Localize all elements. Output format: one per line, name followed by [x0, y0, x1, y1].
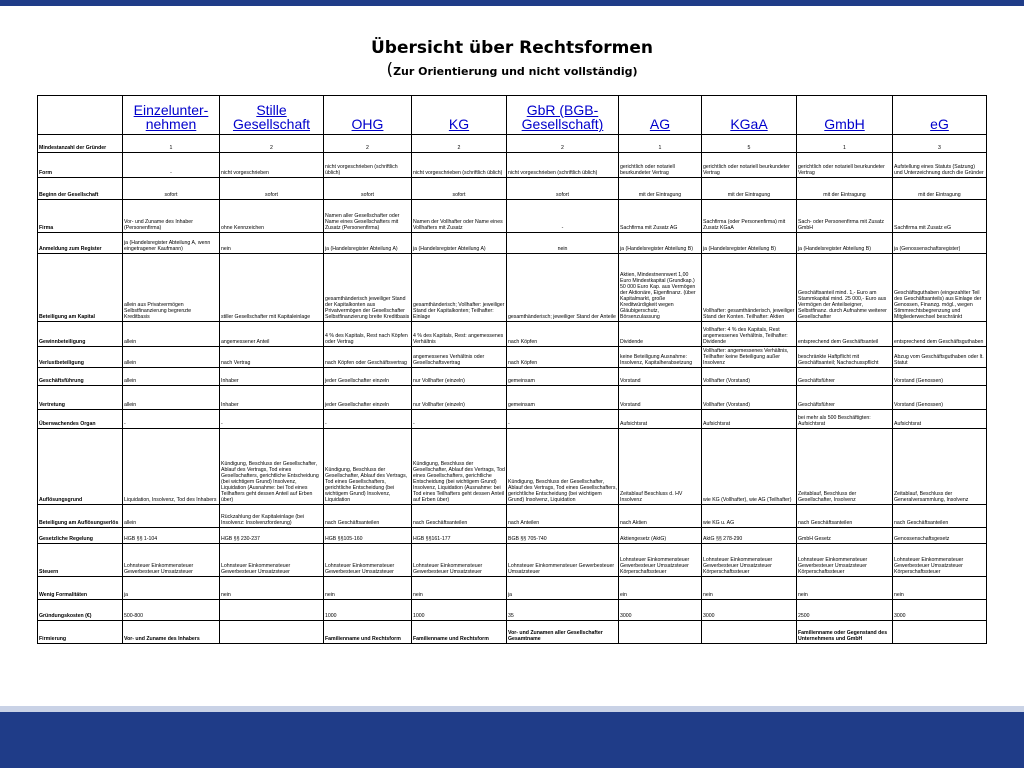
cell: mit der Eintragung [893, 178, 987, 200]
cell: Aufsichtsrat [702, 410, 797, 429]
cell: Inhaber [220, 368, 324, 386]
row-vertretung [38, 386, 987, 410]
row-geschaeftsfuehrung [38, 368, 987, 386]
cell: 2500 [797, 600, 893, 621]
cell: 2 [324, 135, 412, 153]
row-label: Vertretung [38, 386, 123, 410]
cell: Zeitablauf Beschluss d. HV Insolvenz [619, 429, 702, 505]
cell: Inhaber [220, 386, 324, 410]
row-label: Beteiligung am Auflösungserlös [38, 505, 123, 528]
row-beteiligung-kapital [38, 254, 987, 322]
cell: Sachfirma mit Zusatz AG [619, 200, 702, 233]
cell: BGB §§ 705-740 [507, 528, 619, 544]
cell: nach Köpfen [507, 322, 619, 347]
cell: 3 [893, 135, 987, 153]
cell: 1000 [324, 600, 412, 621]
cell: Lohnsteuer Einkommensteuer Gewerbesteuer Umsatzsteuer Körperschaftssteuer [797, 544, 893, 577]
cell: Lohnsteuer Einkommensteuer Gewerbesteuer Umsatzsteuer Körperschaftssteuer [893, 544, 987, 577]
cell: Kündigung, Beschluss der Gesellschafter, Ablauf des Vertrags, Tod eines Gesellschafters, gerichtliche Entscheidung (bei wichtigem Grund) Insolvenz, Liquidation [507, 429, 619, 505]
cell: Vollhafter: angemessenes Verhältnis, Teilhafter keine Beteiligung außer Insolvenz [702, 347, 797, 368]
cell: - [412, 410, 507, 429]
cell: Vor- und Zuname des Inhabers [123, 621, 220, 644]
header-stille-gesellschaft[interactable]: Stille Gesellschaft [220, 96, 324, 135]
cell: Zeitablauf, Beschluss der Generalversammlung, Insolvenz [893, 429, 987, 505]
cell: 4 % des Kapitals, Rest: angemessenes Verhältnis [412, 322, 507, 347]
cell: mit der Eintragung [797, 178, 893, 200]
cell: nein [893, 577, 987, 600]
cell: ja (Handelsregister Abteilung A) [324, 233, 412, 254]
row-anmeldung [38, 233, 987, 254]
row-form [38, 153, 987, 178]
cell: Sachfirma mit Zusatz eG [893, 200, 987, 233]
cell: allein [123, 347, 220, 368]
cell: nein [324, 577, 412, 600]
slide-title: Übersicht über Rechtsformen [370, 38, 653, 58]
cell: entsprechend dem Geschäftsguthaben [893, 322, 987, 347]
cell [893, 621, 987, 644]
header-eg[interactable]: eG [893, 96, 987, 135]
cell: AktG §§ 278-290 [702, 528, 797, 544]
cell [619, 621, 702, 644]
cell: 4 % des Kapitals, Rest nach Köpfen oder Vertrag [324, 322, 412, 347]
row-ueberwachendes-organ [38, 410, 987, 429]
cell: nur Vollhafter (einzeln) [412, 368, 507, 386]
cell: Kündigung, Beschluss der Gesellschafter, Ablauf des Vertrags, Tod eines Gesellschafters, gerichtliche Entscheidung (bei wichtigem Grund) Insolvenz, Liquidation [324, 429, 412, 505]
row-label: Gesetzliche Regelung [38, 528, 123, 544]
cell: Familienname oder Gegenstand des Unternehmens und GmbH [797, 621, 893, 644]
cell: nein [220, 233, 324, 254]
cell: 500-800 [123, 600, 220, 621]
subtitle-parenthesis: ( [386, 60, 394, 80]
row-gruendungskosten [38, 600, 987, 621]
cell: ja (Genossenschaftsregister) [893, 233, 987, 254]
cell: 1 [797, 135, 893, 153]
row-label: Auflösungsgrund [38, 429, 123, 505]
cell: 1000 [412, 600, 507, 621]
cell [220, 600, 324, 621]
cell: nicht vorgeschrieben (schriftlich üblich) [324, 153, 412, 178]
row-label: Überwachendes Organ [38, 410, 123, 429]
cell: - [507, 410, 619, 429]
cell: HGB §§105-160 [324, 528, 412, 544]
cell: Lohnsteuer Einkommensteuer Gewerbesteuer Umsatzsteuer [324, 544, 412, 577]
cell: nach Geschäftsanteilen [893, 505, 987, 528]
cell: nein [507, 233, 619, 254]
cell: allein [123, 322, 220, 347]
header-ohg[interactable]: OHG [324, 96, 412, 135]
cell: Lohnsteuer Einkommensteuer Gewerbesteuer Umsatzsteuer [412, 544, 507, 577]
cell: wie KG (Vollhafter), wie AG (Teilhafter) [702, 429, 797, 505]
cell: nach Anteilen [507, 505, 619, 528]
cell: Vollhafter: 4 % des Kapitals, Rest angemessenes Verhältnis, Teilhafter: Dividende [702, 322, 797, 347]
cell: nach Aktien [619, 505, 702, 528]
cell: - [507, 200, 619, 233]
row-firma [38, 200, 987, 233]
cell: Lohnsteuer Einkommensteuer Gewerbesteuer Umsatzsteuer [123, 544, 220, 577]
cell: mit der Eintragung [702, 178, 797, 200]
cell: gerichtlich oder notariell beurkundeter Vertrag [797, 153, 893, 178]
cell: ja (Handelsregister Abteilung A) [412, 233, 507, 254]
subtitle-text: Zur Orientierung und nicht vollständig) [393, 65, 638, 78]
header-row [38, 96, 987, 135]
cell: HGB §§ 230-237 [220, 528, 324, 544]
cell: Sach- oder Personenfirma mit Zusatz GmbH [797, 200, 893, 233]
row-firmierung [38, 621, 987, 644]
cell: Aufsichtsrat [893, 410, 987, 429]
top-accent-bar [0, 0, 1024, 6]
cell: 2 [412, 135, 507, 153]
cell: Vollhafter (Vorstand) [702, 386, 797, 410]
cell: GmbH Gesetz [797, 528, 893, 544]
row-label: Wenig Formalitäten [38, 577, 123, 600]
cell: 3000 [702, 600, 797, 621]
cell: mit der Eintragung [619, 178, 702, 200]
cell: 2 [507, 135, 619, 153]
row-label: Firma [38, 200, 123, 233]
row-label: Beteiligung am Kapital [38, 254, 123, 322]
cell: Familienname und Rechtsform [324, 621, 412, 644]
cell: nein [220, 577, 324, 600]
cell: Aufstellung eines Statuts (Satzung) und Unterzeichnung durch die Gründer [893, 153, 987, 178]
cell: nur Vollhafter (einzeln) [412, 386, 507, 410]
cell: - [123, 153, 220, 178]
row-label: Firmierung [38, 621, 123, 644]
cell: jeder Gesellschafter einzeln [324, 368, 412, 386]
cell: bei mehr als 500 Beschäftigten: Aufsichtsrat [797, 410, 893, 429]
row-label: Beginn der Gesellschaft [38, 178, 123, 200]
row-steuern [38, 544, 987, 577]
cell: ein [619, 577, 702, 600]
cell: Lohnsteuer Einkommensteuer Gewerbesteuer Umsatzsteuer Körperschaftssteuer [619, 544, 702, 577]
cell: sofort [507, 178, 619, 200]
cell: Liquidation, Insolvenz, Tod des Inhabers [123, 429, 220, 505]
cell: HGB §§161-177 [412, 528, 507, 544]
row-label: Gewinnbeteiligung [38, 322, 123, 347]
row-gewinnbeteiligung [38, 322, 987, 347]
cell: allein aus Privatvermögen Selbstfinanzierung begrenzte Kreditbasis [123, 254, 220, 322]
row-label: Gründungskosten (€) [38, 600, 123, 621]
cell: Geschäftsanteil mind. 1,- Euro am Stammkapital mind. 25 000,- Euro aus Vermögen der Anteilseigner, Selbstfinanz. durch Aufnahme weiterer Gesellschafter [797, 254, 893, 322]
cell: Aktiengesetz (AktG) [619, 528, 702, 544]
cell: nach Vertrag [220, 347, 324, 368]
row-aufloesungsgrund [38, 429, 987, 505]
cell: ohne Kennzeichen [220, 200, 324, 233]
slide-subtitle [0, 60, 1024, 80]
cell: jeder Gesellschafter einzeln [324, 386, 412, 410]
cell: Vollhafter: gesamthänderisch, jeweiliger Stand der Konten. Teilhafter: Aktien [702, 254, 797, 322]
row-gesetzliche-regelung [38, 528, 987, 544]
cell [702, 621, 797, 644]
cell: Geschäftsführer [797, 386, 893, 410]
cell: nein [797, 577, 893, 600]
bottom-accent-bar [0, 712, 1024, 768]
cell: 35 [507, 600, 619, 621]
row-label: Verlustbeteiligung [38, 347, 123, 368]
header-corner [38, 96, 123, 135]
cell: ja (Handelsregister Abteilung B) [619, 233, 702, 254]
cell: gesamthänderisch jeweiliger Stand der Kapitalkonten aus Privatvermögen der Gesellschafter Selbstfinanzierung breite Kreditbasis [324, 254, 412, 322]
header-kg[interactable]: KG [412, 96, 507, 135]
cell: gemeinsam [507, 368, 619, 386]
cell: Dividende [619, 322, 702, 347]
cell: Namen der Vollhafter oder Name eines Vollhafters mit Zusatz [412, 200, 507, 233]
cell: 3000 [619, 600, 702, 621]
cell: beschränkte Haftpflicht mit Geschäftsanteil; Nachschusspflicht [797, 347, 893, 368]
cell: stiller Gesellschafter mit Kapitaleinlage [220, 254, 324, 322]
cell: Rückzahlung der Kapitaleinlage (bei Insolvenz: Insolvenzforderung) [220, 505, 324, 528]
cell: sofort [123, 178, 220, 200]
header-ag[interactable]: AG [619, 96, 702, 135]
cell: sofort [220, 178, 324, 200]
cell: ja (Handelsregister Abteilung A, wenn eingetragener Kaufmann) [123, 233, 220, 254]
cell: Vorstand [619, 386, 702, 410]
cell: 5 [702, 135, 797, 153]
cell: nein [412, 577, 507, 600]
header-gmbh[interactable]: GmbH [797, 96, 893, 135]
cell: Sachfirma (oder Personenfirma) mit Zusatz KGaA [702, 200, 797, 233]
cell: gerichtlich oder notariell beurkundeter Vertrag [619, 153, 702, 178]
cell: keine Beteiligung Ausnahme: Insolvenz, Kapitalherabsetzung [619, 347, 702, 368]
cell: Lohnsteuer Einkommensteuer Gewerbesteuer Umsatzsteuer [507, 544, 619, 577]
cell: Geschäftsführer [797, 368, 893, 386]
header-einzelunternehmen[interactable]: Einzelunter-nehmen [123, 96, 220, 135]
cell: sofort [324, 178, 412, 200]
cell: gesamthänderisch; jeweiliger Stand der Anteile [507, 254, 619, 322]
cell: gesamthänderisch; Vollhafter: jeweiliger Stand der Kapitalkonten; Teilhafter: Einlage [412, 254, 507, 322]
cell: Zeitablauf, Beschluss der Gesellschafter, Insolvenz [797, 429, 893, 505]
cell: gerichtlich oder notariell beurkundeter Vertrag [702, 153, 797, 178]
row-label: Steuern [38, 544, 123, 577]
cell: sofort [412, 178, 507, 200]
row-verlustbeteiligung [38, 347, 987, 368]
header-kgaa[interactable]: KGaA [702, 96, 797, 135]
cell: Kündigung, Beschluss der Gesellschafter, Ablauf des Vertrags, Tod eines Gesellschafters, gerichtliche Entscheidung (bei wichtigem Grund) Insolvenz, Liquidation (Ausnahme: bei Tod eines Teilhafters geht dessen Anteil auf Erben über) [412, 429, 507, 505]
cell: Aktien, Mindestnennwert 1,00 Euro Mindestkapital (Grundkap.) 50 000 Euro Kap. aus Vermögen der Aktionäre, Eigenfinanz. (über Kapitalmarkt, große Kreditwürdigkeit wegen Gläubigerschutz, Börsenzulassung [619, 254, 702, 322]
legal-forms-table [37, 95, 987, 644]
cell: HGB §§ 1-104 [123, 528, 220, 544]
cell: Vor- und Zuname des Inhaber (Personenfirma) [123, 200, 220, 233]
cell: - [123, 410, 220, 429]
row-label: Form [38, 153, 123, 178]
cell: gemeinsam [507, 386, 619, 410]
cell: nach Köpfen oder Geschäftsvertrag [324, 347, 412, 368]
cell: nach Geschäftsanteilen [797, 505, 893, 528]
header-gbr[interactable]: GbR (BGB-Gesellschaft) [507, 96, 619, 135]
cell: 1 [619, 135, 702, 153]
cell: nicht vorgeschrieben [220, 153, 324, 178]
cell: nach Geschäftsanteilen [412, 505, 507, 528]
cell: Abzug vom Geschäftsguthaben oder lt. Statut [893, 347, 987, 368]
cell: nach Köpfen [507, 347, 619, 368]
cell: ja (Handelsregister Abteilung B) [702, 233, 797, 254]
cell: nach Geschäftsanteilen [324, 505, 412, 528]
cell: 2 [220, 135, 324, 153]
cell [220, 621, 324, 644]
cell: 1 [123, 135, 220, 153]
cell: Vor- und Zunamen aller Gesellschafter Gesamtname [507, 621, 619, 644]
cell: nicht vorgeschrieben (schriftlich üblich) [507, 153, 619, 178]
cell: nein [702, 577, 797, 600]
row-mindestanzahl [38, 135, 987, 153]
cell: Genossenschaftsgesetz [893, 528, 987, 544]
cell: angemessenes Verhältnis oder Gesellschaftsvertrag [412, 347, 507, 368]
cell: allein [123, 386, 220, 410]
cell: Familienname und Rechtsform [412, 621, 507, 644]
cell: Vorstand (Genossen) [893, 386, 987, 410]
row-beginn [38, 178, 987, 200]
row-label: Geschäftsführung [38, 368, 123, 386]
row-wenig-formalitaeten [38, 577, 987, 600]
cell: entsprechend dem Geschäftsanteil [797, 322, 893, 347]
cell: Lohnsteuer Einkommensteuer Gewerbesteuer Umsatzsteuer [220, 544, 324, 577]
cell: ja (Handelsregister Abteilung B) [797, 233, 893, 254]
cell: Geschäftsguthaben (eingezahlter Teil des Geschäftsanteils) aus Einlage der Genossen, Finanzg. mögl., wegen Stimmrechtsbegrenzung und Mitgliederwechsel beschränkt [893, 254, 987, 322]
cell: allein [123, 505, 220, 528]
cell: - [220, 410, 324, 429]
cell: wie KG u. AG [702, 505, 797, 528]
cell: nicht vorgeschrieben (schriftlich üblich) [412, 153, 507, 178]
cell: Vorstand [619, 368, 702, 386]
row-aufloesungserloes [38, 505, 987, 528]
cell: Vollhafter (Vorstand) [702, 368, 797, 386]
cell: ja [123, 577, 220, 600]
cell: Kündigung, Beschluss der Gesellschafter, Ablauf des Vertrags, Tod eines Gesellschafters, gerichtliche Entscheidung (bei wichtigem Grund) Insolvenz, Liquidation (Ausnahme: bei Tod eines Teilhafters geht dessen Anteil auf Erben über) [220, 429, 324, 505]
row-label: Mindestanzahl der Gründer [38, 135, 123, 153]
cell: allein [123, 368, 220, 386]
cell: Vorstand (Genossen) [893, 368, 987, 386]
cell: - [324, 410, 412, 429]
cell: Lohnsteuer Einkommensteuer Gewerbesteuer Umsatzsteuer Körperschaftssteuer [702, 544, 797, 577]
cell: ja [507, 577, 619, 600]
row-label: Anmeldung zum Register [38, 233, 123, 254]
cell: 3000 [893, 600, 987, 621]
cell: angemessener Anteil [220, 322, 324, 347]
cell: Aufsichtsrat [619, 410, 702, 429]
cell: Namen aller Gesellschafter oder Name eines Gesellschafters mit Zusatz (Personenfirma) [324, 200, 412, 233]
